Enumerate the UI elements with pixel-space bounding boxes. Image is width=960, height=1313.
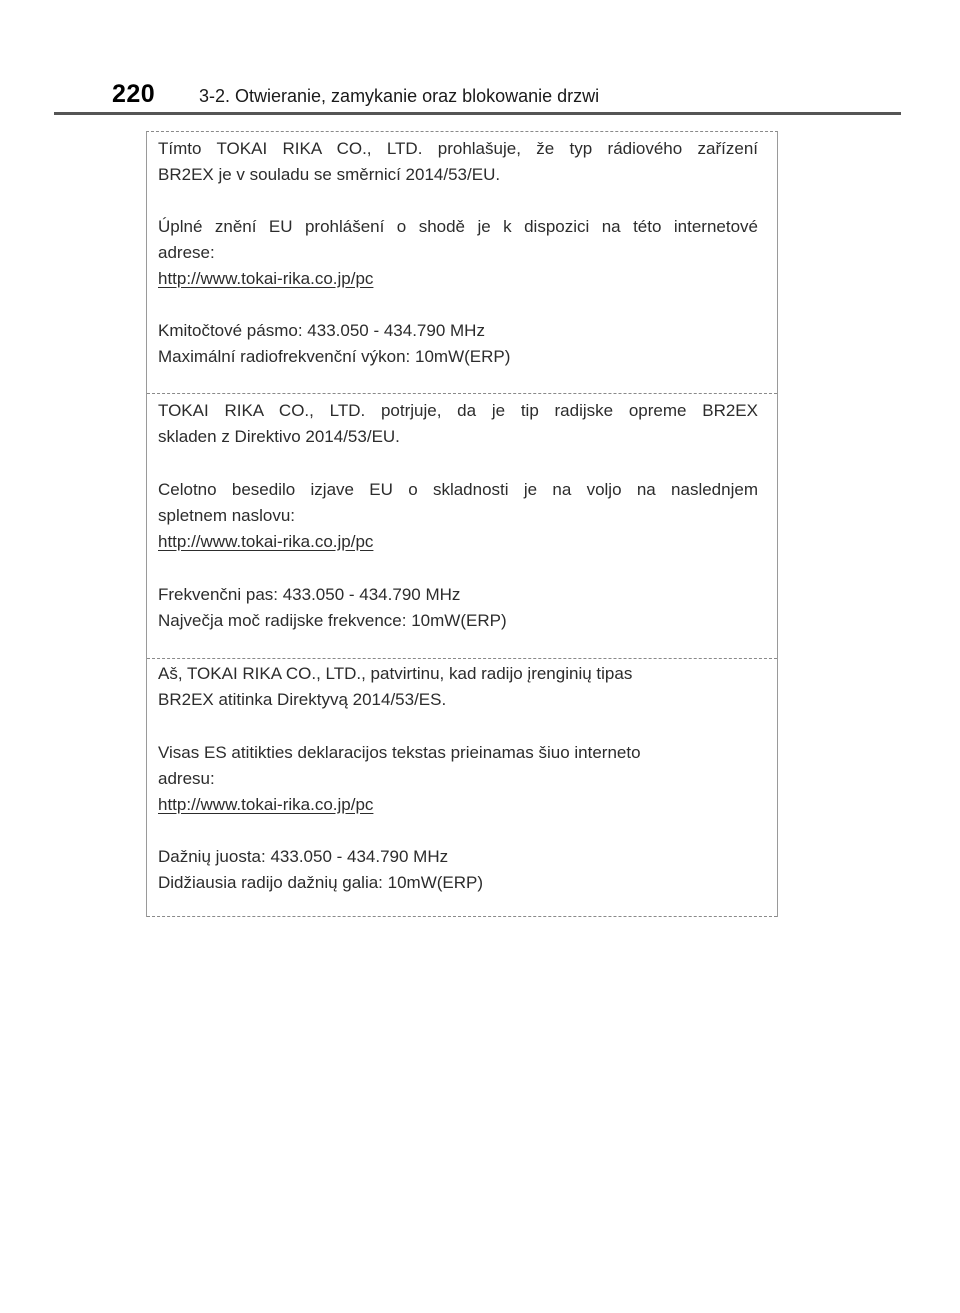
- availability-line: Celotno besedilo izjave EU o skladnosti je na voljo na naslednjem: [158, 480, 758, 499]
- notice-slovenian: [147, 394, 777, 659]
- availability-line: adresu:: [158, 769, 215, 788]
- availability-paragraph: [158, 740, 718, 818]
- max-power: Didžiausia radijo dažnių galia: 10mW(ERP): [158, 873, 484, 892]
- notice-czech: [147, 132, 777, 394]
- declaration-line: BR2EX atitinka Direktyvą 2014/53/ES.: [158, 690, 447, 709]
- declaration-line: Tímto TOKAI RIKA CO., LTD. prohlašuje, že typ rádiového zařízení: [158, 139, 758, 158]
- header-rule: [54, 112, 901, 115]
- frequency-band: Dažnių juosta: 433.050 - 434.790 MHz: [158, 847, 449, 866]
- max-power: Največja moč radijske frekvence: 10mW(ERP): [158, 611, 507, 630]
- declaration-link[interactable]: http://www.tokai-rika.co.jp/pc: [158, 269, 374, 288]
- declaration-paragraph: [158, 661, 718, 713]
- availability-paragraph: [158, 477, 758, 555]
- availability-line: Visas ES atitikties deklaracijos tekstas prieinamas šiuo interneto: [158, 743, 641, 762]
- specs-paragraph: [158, 582, 758, 634]
- declaration-link[interactable]: http://www.tokai-rika.co.jp/pc: [158, 532, 374, 551]
- max-power: Maximální radiofrekvenční výkon: 10mW(ERP): [158, 347, 511, 366]
- frequency-band: Frekvenčni pas: 433.050 - 434.790 MHz: [158, 585, 461, 604]
- declaration-link[interactable]: http://www.tokai-rika.co.jp/pc: [158, 795, 374, 814]
- declaration-line: BR2EX je v souladu se směrnicí 2014/53/EU.: [158, 165, 501, 184]
- section-title: 3-2. Otwieranie, zamykanie oraz blokowanie drzwi: [199, 86, 600, 106]
- declaration-line: skladen z Direktivo 2014/53/EU.: [158, 427, 400, 446]
- declaration-line: TOKAI RIKA CO., LTD. potrjuje, da je tip radijske opreme BR2EX: [158, 401, 758, 420]
- availability-paragraph: [158, 214, 758, 292]
- declaration-paragraph: [158, 398, 758, 450]
- declaration-paragraph: [158, 136, 758, 188]
- declaration-box: [146, 131, 778, 917]
- page-header: [0, 0, 960, 116]
- frequency-band: Kmitočtové pásmo: 433.050 - 434.790 MHz: [158, 321, 485, 340]
- availability-line: spletnem naslovu:: [158, 506, 296, 525]
- specs-paragraph: [158, 318, 758, 370]
- specs-paragraph: [158, 844, 758, 896]
- page-number: 220: [112, 80, 156, 108]
- notice-lithuanian: [147, 659, 777, 917]
- availability-line: Úplné znění EU prohlášení o shodě je k dispozici na této internetové: [158, 217, 758, 236]
- declaration-line: Aš, TOKAI RIKA CO., LTD., patvirtinu, kad radijo įrenginių tipas: [158, 664, 633, 683]
- availability-line: adrese:: [158, 243, 215, 262]
